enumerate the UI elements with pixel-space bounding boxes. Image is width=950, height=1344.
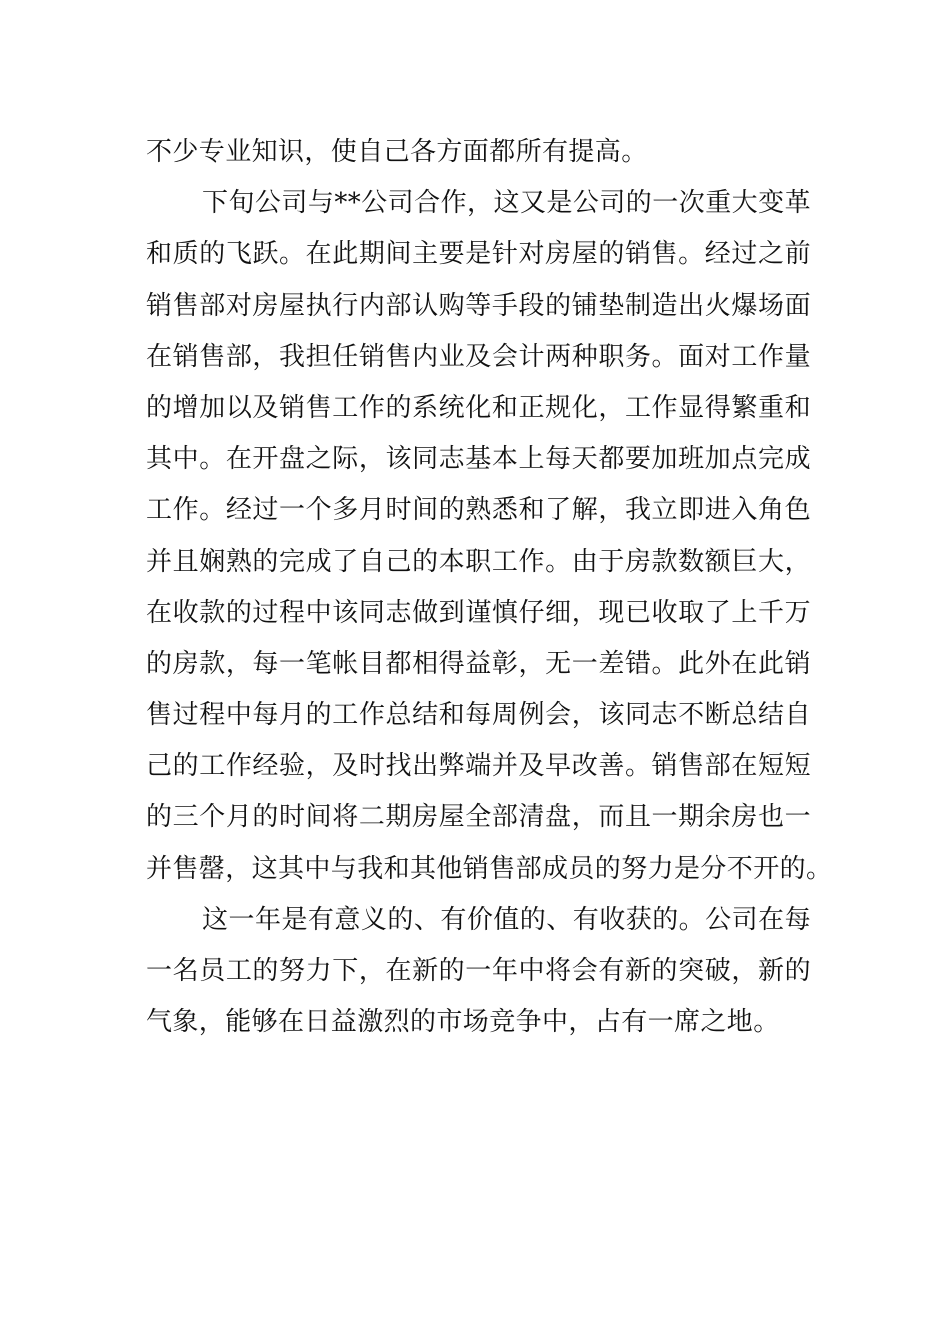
paragraph <box>146 178 833 895</box>
text-line: 其中。在开盘之际，该同志基本上每天都要加班加点完成 <box>146 444 811 475</box>
text-line: 售过程中每月的工作总结和每周例会，该同志不断总结自 <box>146 700 811 731</box>
text-line: 和质的飞跃。在此期间主要是针对房屋的销售。经过之前 <box>146 239 811 270</box>
text-line: 在收款的过程中该同志做到谨慎仔细，现已收取了上千万 <box>146 597 811 628</box>
text-line: 销售部对房屋执行内部认购等手段的铺垫制造出火爆场面 <box>146 290 811 321</box>
text-line: 并且娴熟的完成了自己的本职工作。由于房款数额巨大， <box>146 546 811 577</box>
text-line: 下旬公司与**公司合作，这又是公司的一次重大变革 <box>202 188 811 219</box>
paragraph <box>146 127 811 178</box>
document-body <box>146 127 833 1048</box>
text-line: 一名员工的努力下，在新的一年中将会有新的突破，新的 <box>146 956 811 986</box>
text-line: 气象，能够在日益激烈的市场竞争中，占有一席之地。 <box>146 1007 780 1038</box>
text-line: 己的工作经验，及时找出弊端并及早改善。销售部在短短 <box>146 751 811 782</box>
text-line: 在销售部，我担任销售内业及会计两种职务。面对工作量 <box>146 341 811 372</box>
text-line: 的三个月的时间将二期房屋全部清盘，而且一期余房也一 <box>146 802 811 833</box>
text-line: 的增加以及销售工作的系统化和正规化，工作显得繁重和 <box>146 392 811 423</box>
text-line: 这一年是有意义的、有价值的、有收获的。公司在每 <box>202 904 811 935</box>
text-line: 的房款，每一笔帐目都相得益彰，无一差错。此外在此销 <box>146 648 811 679</box>
text-line: 工作。经过一个多月时间的熟悉和了解，我立即进入角色 <box>146 495 811 526</box>
text-line: 不少专业知识，使自己各方面都所有提高。 <box>146 137 648 167</box>
text-line: 并售罄，这其中与我和其他销售部成员的努力是分不开的。 <box>146 853 833 884</box>
paragraph <box>146 895 811 1049</box>
